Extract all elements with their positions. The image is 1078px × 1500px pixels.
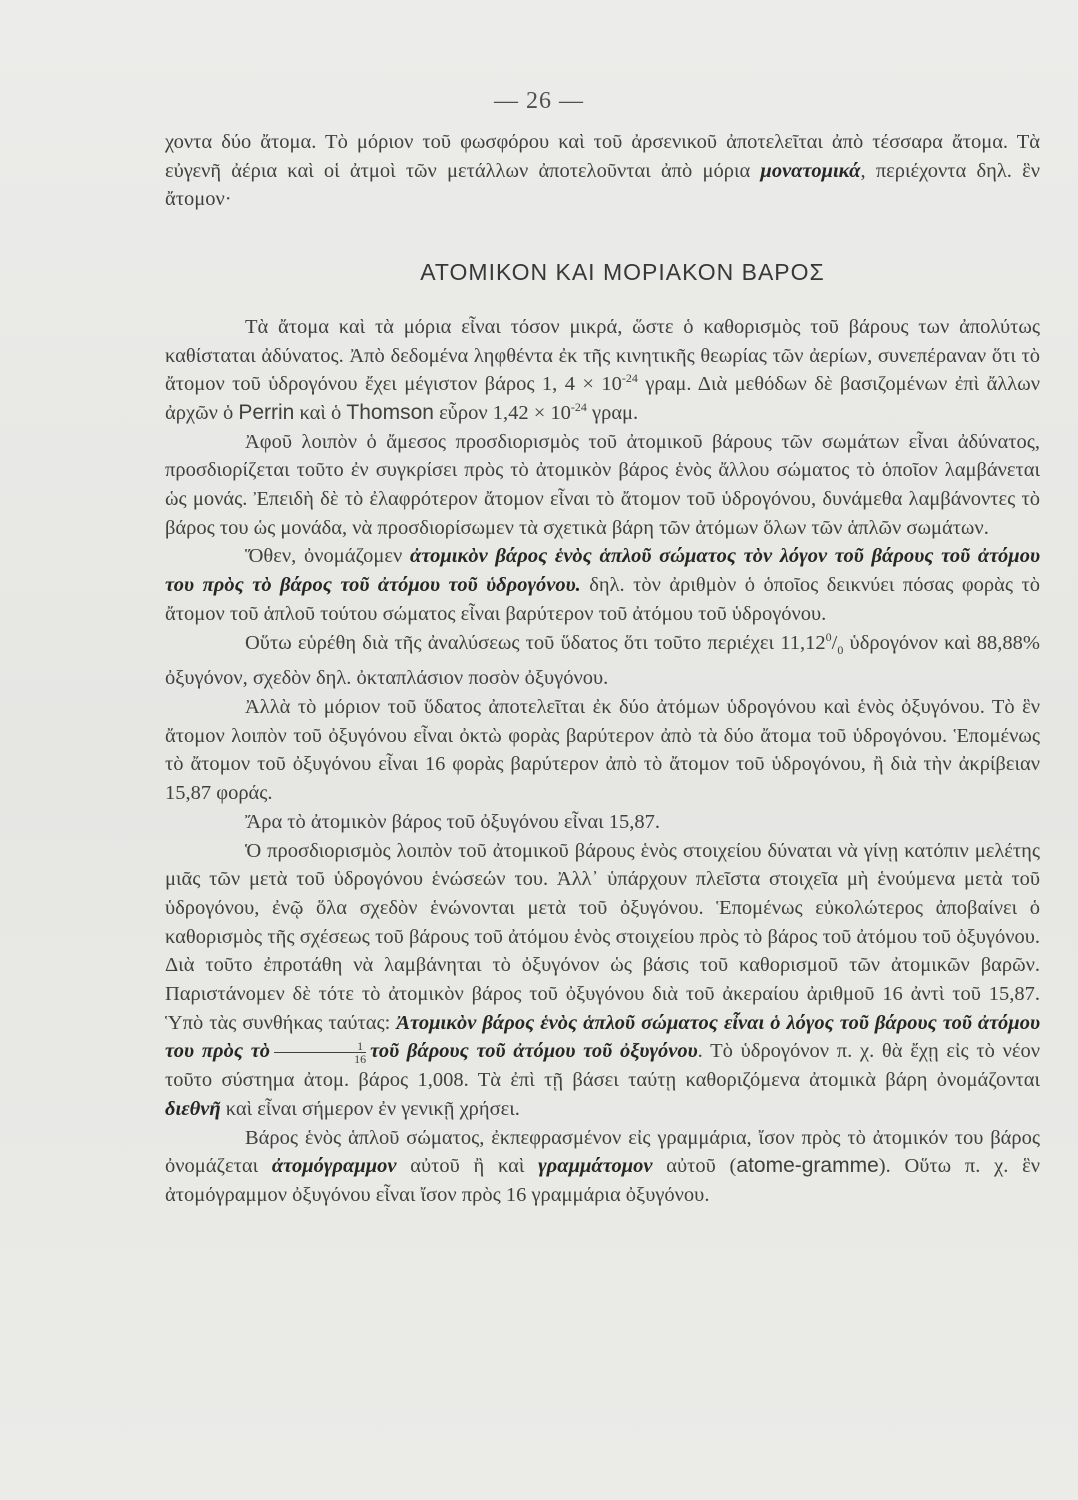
paragraph-4: Ὅθεν, ὀνομάζομεν ἀτομικὸν βάρος ἑνὸς ἁπλοῦ σώματος τὸν λόγον τοῦ βάρους τοῦ ἀτόμου του πρὸς τὸ βάρος τοῦ ἀτόμου τοῦ ὑδρογόνου. δηλ. τὸν ἀριθμὸν ὁ ὁποῖος δεικνύει πόσας φορὰς τὸ ἄτομον τοῦ ἁπλοῦ τούτου σώματος εἶναι βαρύτερον τοῦ ἀτόμου τοῦ ὑδρογόνου. — [165, 545, 1040, 625]
term-gramatom: γραμμάτομον — [538, 1155, 653, 1178]
term-atomogram: ἀτομόγραμμον — [271, 1155, 397, 1178]
fraction-one-sixteenth: $\frac{1}{16}$ — [274, 1040, 366, 1065]
definition-atomic-weight-oxygen: Ἀτομικὸν βάρος ἑνὸς ἁπλοῦ σώματος εἶναι ὁ λόγος τοῦ βάρους τοῦ ἀτόμου του πρὸς τὸ — [165, 1011, 1040, 1063]
paragraph-1: χοντα δύο ἄτομα. Τὸ μόριον τοῦ φωσφόρου καὶ τοῦ ἀρσενικοῦ ἀποτελεῖται ἀπὸ τέσσαρα ἄτομα. Τὰ εὐγενῆ ἀέρια καὶ οἱ ἀτμοὶ τῶν μετάλλων ἀποτελοῦνται ἀπὸ μόρια μονατομικά, περιέχοντα δηλ. ἓν ἄτομον· — [165, 131, 1040, 211]
page-number: — 26 — — [494, 88, 584, 114]
paragraph-2: Τὰ ἄτομα καὶ τὰ μόρια εἶναι τόσον μικρά, ὥστε ὁ καθορισμὸς τοῦ βάρους των ἀπολύτως καθίσταται ἀδύνατος. Ἀπὸ δεδομένα ληφθέντα ἐκ τῆς κινητικῆς θεωρίας τῶν ἀερίων, συνεπέραναν ὅτι τὸ ἄτομον τοῦ ὑδρογόνου ἔχει μέγιστον βάρος 1, $4 \times 10^{-24}$ γραμ. Διὰ μεθόδων δὲ βασιζομένων ἐπὶ ἄλλων ἀρχῶν ὁ Perrin καὶ ὁ Thomson εὗρον $1,42 \times 10^{-24}$ γραμ. — [165, 315, 1040, 424]
paragraph-3: Ἀφοῦ λοιπὸν ὁ ἄμεσος προσδιορισμὸς τοῦ ἀτομικοῦ βάρους τῶν σωμάτων εἶναι ἀδύνατος, προσδιορίζεται τοῦτο ἐν συγκρίσει πρὸς τὸ ἀτομικὸν βάρος ἑνὸς ἄλλου σώματος τὸ ὁποῖον λαμβάνεται ὡς μονάς. Ἐπειδὴ δὲ τὸ ἐλαφρότερον ἄτομον εἶναι τὸ ἄτομον τοῦ ὑδρογόνου, δυνάμεθα λαμβάνοντες τὸ βάρος του ὡς μονάδα, νὰ προσδιορίσωμεν τὰ σχετικὰ βάρη τῶν ἀτόμων ὅλων τῶν ἁπλῶν σωμάτων. — [165, 430, 1040, 539]
term-monatomic: μονατομικά — [760, 159, 861, 182]
name-perrin: Perrin — [238, 400, 295, 424]
term-atome-gramme: atome-gramme — [736, 1154, 879, 1178]
term-international: διεθνῆ — [165, 1097, 221, 1120]
section-heading: ΑΤΟΜΙΚΟΝ ΚΑΙ ΜΟΡΙΑΚΟΝ ΒΑΡΟΣ — [420, 259, 825, 286]
paragraph-5: Οὕτω εὑρέθη διὰ τῆς ἀναλύσεως τοῦ ὕδατος ὅτι τοῦτο περιέχει $11,12^0/_0$ ὑδρογόνον καὶ 88,88% ὀξυγόνον, σχεδὸν δηλ. ὀκταπλάσιον ποσὸν ὀξυγόνου. — [165, 629, 1040, 690]
paragraph-7: Ἄρα τὸ ἀτομικὸν βάρος τοῦ ὀξυγόνου εἶναι 15,87. — [245, 810, 660, 833]
name-thomson: Thomson — [346, 400, 434, 424]
paragraph-8: Ὁ προσδιορισμὸς λοιπὸν τοῦ ἀτομικοῦ βάρους ἑνὸς στοιχείου δύναται νὰ γίνῃ κατόπιν μελέτης μιᾶς τῶν μετὰ τοῦ ὑδρογόνου ἑνώσεών του. Ἀλλ᾿ ὑπάρχουν πλεῖστα στοιχεῖα μὴ ἑνούμενα μετὰ τοῦ ὑδρογόνου, ἐνῷ ὅλα σχεδὸν ἑνώνονται μετὰ τοῦ ὀξυγόνου. Ἑπομένως εὐκολώτερος ἀποβαίνει ὁ καθορισμὸς τῆς σχέσεως τοῦ βάρους τοῦ ἀτόμου ἑνὸς στοιχείου πρὸς τὸ βάρος τοῦ ἀτόμου τοῦ ὀξυγόνου. Διὰ τοῦτο ἐπροτάθη νὰ λαμβάνηται τὸ ὀξυγόνον ὡς βάσις τοῦ καθορισμοῦ τῶν ἀτομικῶν βαρῶν. Παριστάνομεν δὲ τότε τὸ ἀτομικὸν βάρος τοῦ ὀξυγόνου διὰ τοῦ ἀκεραίου ἀριθμοῦ 16 ἀντὶ τοῦ 15,87. Ὑπὸ τὰς συνθήκας ταύτας: Ἀτομικὸν βάρος ἑνὸς ἁπλοῦ σώματος εἶναι ὁ λόγος τοῦ βάρους τοῦ ἀτόμου του πρὸς τὸ $\frac{1}{16}$ τοῦ βάρους τοῦ ἀτόμου τοῦ ὀξυγόνου. Τὸ ὑδρογόνον π. χ. θὰ ἔχῃ εἰς τὸ νέον τοῦτο σύστημα ἀτομ. βάρος 1,008. Τὰ ἐπὶ τῇ βάσει ταύτῃ καθοριζόμενα ἀτομικὰ βάρη ὀνομάζονται διεθνῆ καὶ εἶναι σήμερον ἐν γενικῇ χρήσει. — [165, 839, 1040, 1120]
paragraph-6: Ἀλλὰ τὸ μόριον τοῦ ὕδατος ἀποτελεῖται ἐκ δύο ἀτόμων ὑδρογόνου καὶ ἑνὸς ὀξυγόνου. Τὸ ἓν ἄτομον λοιπὸν τοῦ ὀξυγόνου εἶναι ὀκτὼ φορὰς βαρύτερον ἀπὸ τὰ δύο ἄτομα τοῦ ὑδρογόνου. Ἑπομένως τὸ ἄτομον τοῦ ὀξυγόνου εἶναι 16 φορὰς βαρύτερον ἀπὸ τὸ ἄτομον τοῦ ὑδρογόνου, ἢ διὰ τὴν ἀκρίβειαν 15,87 φοράς. — [165, 696, 1040, 805]
paragraph-9: Βάρος ἑνὸς ἁπλοῦ σώματος, ἐκπεφρασμένον εἰς γραμμάρια, ἴσον πρὸς τὸ ἀτομικόν του βάρος ὀνομάζεται ἀτομόγραμμον αὐτοῦ ἢ καὶ γραμμάτομον αὐτοῦ (atome-gramme). Οὕτω π. χ. ἓν ἀτομόγραμμον ὀξυγόνου εἶναι ἴσον πρὸς 16 γραμμάρια ὀξυγόνου. — [165, 1126, 1040, 1206]
page-body — [165, 128, 1040, 1210]
definition-atomic-weight: ἀτομικὸν βάρος ἑνὸς ἁπλοῦ σώματος τὸν λόγον τοῦ βάρους τοῦ ἀτόμου του πρὸς τὸ βάρος τοῦ ἀτόμου τοῦ ὑδρογόνου. — [165, 545, 1040, 597]
